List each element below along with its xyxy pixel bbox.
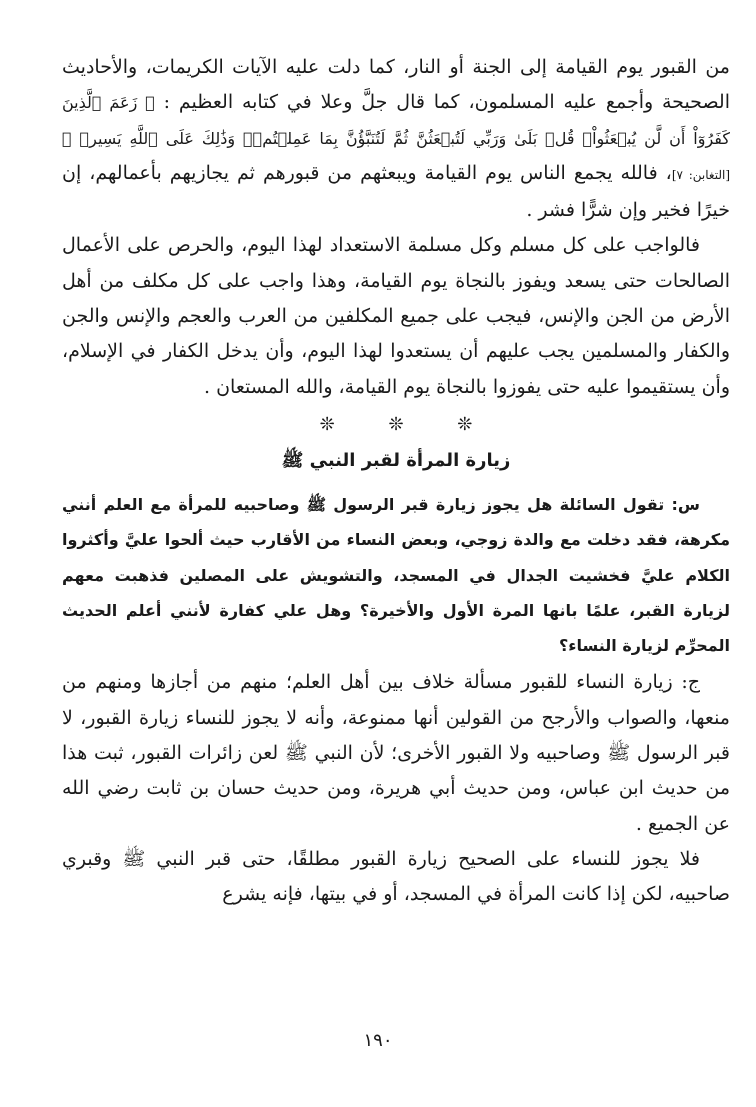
obligation-paragraph: فالواجب على كل مسلم وكل مسلمة الاستعداد لهذا اليوم، والحرص على الأعمال الصالحات حتى يسعد ويفوز بالنجاة يوم القيامة، وهذا واجب على كل مكلف من أهل الأرض من الجن والإنس، فيجب على جميع المكلفين من العرب والعجم والإنس والجن والكفار والمسلمين يجب عليهم أن يستعدوا لهذا اليوم، وأن يدخل الكفار في الإسلام، وأن يستقيموا عليه حتى يفوزوا بالنجاة يوم القيامة، والله المستعان . [62,234,730,398]
quran-verse: ﴿ زَعَمَ ٱلَّذِينَ كَفَرُوٓاْ أَن لَّن يُبۡعَثُواْۚ قُلۡ بَلَىٰ وَرَبِّي لَتُبۡعَثُنَّ ثُمَّ لَتُنَبَّؤُنَّ بِمَا عَمِلۡتُمۡۚ وَذَٰلِكَ عَلَى ٱللَّهِ يَسِيرٞ ﴾ [62,93,730,148]
question-text: س: تقول السائلة هل يجوز زيارة قبر الرسول ﷺ وصاحبيه للمرأة مع العلم أنني مكرهة، فقد دخلت مع والدة زوجي، وبعض النساء من الأقارب حيث ألحوا عليَّ وأكثروا الكلام عليَّ فخشيت الجدال في المسجد، والتشويش على المصلين فذهبت معهم لزيارة القبر، علمًا بانها المرة الأول والأخيرة؟ وهل علي كفارة لأنني أعلم الحديث المحرِّم لزيارة النساء؟ [62,494,730,656]
intro-continuation: ، فالله يجمع الناس يوم القيامة ويبعثهم من قبورهم ثم يجازيهم بأعمالهم، إن خيرًا فخير وإن شرًّا فشر . [62,161,730,222]
section-heading: زيارة المرأة لقبر النبي ﷺ [281,449,511,471]
intro-paragraph [62,50,730,228]
answer-text: ج: زيارة النساء للقبور مسألة خلاف بين أهل العلم؛ منهم من أجازها ومنهم من منعها، والصواب والأرجح من القولين أنها ممنوعة، وأنه لا يجوز للنساء زيارة القبور، لا قبر الرسول ﷺ وصاحبيه ولا القبور الأخرى؛ لأن النبي ﷺ لعن زائرات القبور، ثبت هذا من حديث ابن عباس، ومن حديث أبي هريرة، ومن حديث حسان بن ثابت رضي الله عن الجميع . [62,671,730,835]
section-separator: ❊ ❊ ❊ [319,413,473,435]
final-paragraph: فلا يجوز للنساء على الصحيح زيارة القبور مطلقًا، حتى قبر النبي ﷺ وقبري صاحبيه، لكن إذا كانت المرأة في المسجد، أو في بيتها، فإنه يشرع [62,847,730,906]
verse-reference: [التغابن: ٧] [671,167,730,182]
intro-text: من القبور يوم القيامة إلى الجنة أو النار، كما دلت عليه الآيات الكريمات، والأحاديث الصحيحة وأجمع عليه المسلمون، كما قال جلَّ وعلا في كتابه العظيم : [62,56,730,114]
page-number: ١٩٠ [363,1030,393,1051]
page-body [62,50,730,913]
